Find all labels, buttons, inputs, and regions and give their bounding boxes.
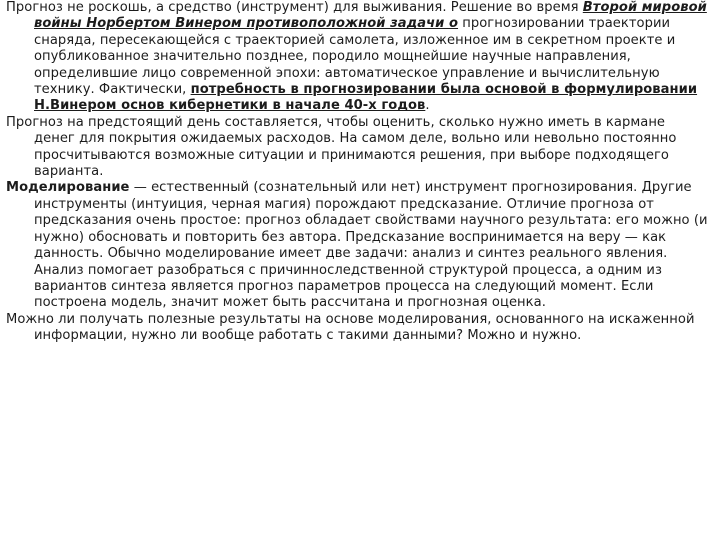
paragraph-forecast-tool bbox=[6, 0, 710, 115]
text-run: Прогноз не роскошь, а средство (инструмент) для выживания. Решение во время bbox=[6, 0, 583, 15]
text-run-wiener-problem: Второй мировой войны Норбертом Винером противоположной задачи о bbox=[34, 0, 707, 32]
term-modeling: Моделирование bbox=[6, 180, 130, 196]
text-run: Прогноз на предстоящий день составляется, чтобы оценить, сколько нужно иметь в кармане денег для покрытия ожидаемых расходов. На самом деле, вольно или невольно постоянно просчитываются возможные ситуации и принимаются решения, при выборе подходящего варианта. bbox=[6, 114, 677, 180]
text-run: . bbox=[425, 98, 430, 114]
paragraph-distorted-data bbox=[6, 312, 710, 345]
text-run: Можно ли получать полезные результаты на основе моделирования, основанного на искаженной информации, нужно ли вообще работать с такими данными? Можно и нужно. bbox=[6, 311, 695, 344]
paragraph-daily-forecast bbox=[6, 115, 710, 181]
text-run: прогнозировании траектории снаряда, пересекающейся с траекторией самолета, изложенное им в секретном проекте и опубликованное значительно позднее, породило мощнейшие научные направления, определившие лицо современной эпохи: автоматическое управление и вычислительную технику. Фактически, bbox=[34, 16, 676, 98]
paragraph-modeling bbox=[6, 180, 710, 311]
text-run: — естественный (сознательный или нет) инструмент прогнозирования. Другие инструменты (интуиция, черная магия) порождают предсказание. Отличие прогноза от предсказания очень простое: прогноз обладает свойствами научного результата: его можно (и нужно) обосновать и повторить без автора. Предсказание воспринимается на веру — как данность. Обычно моделирование имеет две задачи: анализ и синтез реального явления. Анализ помогает разобраться с причинноследственной структурой процесса, а одним из вариантов синтеза является прогноз параметров процесса на следующий момент. Если построена модель, значит может быть рассчитана и прогнозная оценка. bbox=[34, 180, 708, 311]
text-run-cybernetics: потребность в прогнозировании была основой в формулировании Н.Винером основ кибернетики в начале 40-х годов bbox=[34, 82, 698, 114]
